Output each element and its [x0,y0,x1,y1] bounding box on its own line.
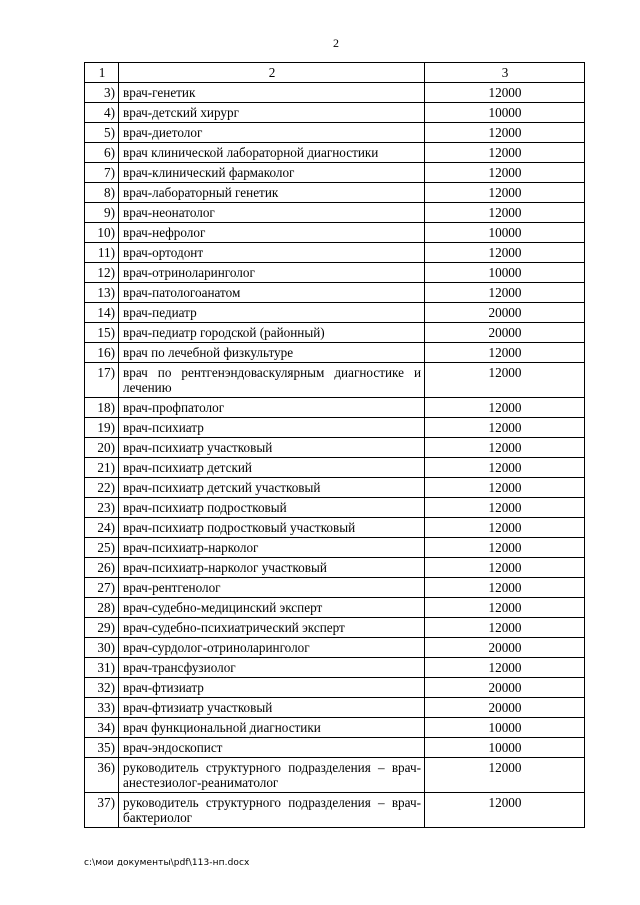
row-number: 15) [85,323,119,343]
table-row [85,343,585,363]
table-row [85,263,585,283]
specialty-name: врач-судебно-психиатрический эксперт [119,618,425,638]
row-number: 5) [85,123,119,143]
row-number: 25) [85,538,119,558]
specialty-name: врач-клинический фармаколог [119,163,425,183]
payment-amount: 20000 [425,323,585,343]
header-cell-2: 2 [119,63,425,83]
payment-amount: 12000 [425,123,585,143]
row-number: 26) [85,558,119,578]
row-number: 27) [85,578,119,598]
specialty-name: врач-психиатр участковый [119,438,425,458]
row-number: 20) [85,438,119,458]
payment-amount: 20000 [425,698,585,718]
payment-amount: 12000 [425,183,585,203]
payment-amount: 12000 [425,343,585,363]
specialty-name: врач по лечебной физкультуре [119,343,425,363]
table-row [85,123,585,143]
specialty-name: руководитель структурного подразделения – врач-бактериолог [119,793,425,828]
payment-amount: 12000 [425,203,585,223]
specialty-name: врач-диетолог [119,123,425,143]
table-row [85,478,585,498]
specialty-name: врач-сурдолог-отриноларинголог [119,638,425,658]
specialty-name: врач-психиатр-нарколог участковый [119,558,425,578]
payment-amount: 12000 [425,83,585,103]
table-row [85,658,585,678]
payment-amount: 10000 [425,223,585,243]
row-number: 19) [85,418,119,438]
payment-amount: 12000 [425,558,585,578]
table-row [85,163,585,183]
specialty-name: врач-нефролог [119,223,425,243]
payment-amount: 12000 [425,458,585,478]
table-row [85,398,585,418]
table-row [85,718,585,738]
row-number: 6) [85,143,119,163]
row-number: 33) [85,698,119,718]
table-row [85,618,585,638]
table-row [85,538,585,558]
payment-amount: 12000 [425,618,585,638]
specialty-name: врач-трансфузиолог [119,658,425,678]
specialty-name: врач-профпатолог [119,398,425,418]
table-header-row [85,63,585,83]
table-row [85,458,585,478]
row-number: 7) [85,163,119,183]
payment-amount: 12000 [425,793,585,828]
payment-amount: 12000 [425,498,585,518]
table-row [85,283,585,303]
table-row [85,223,585,243]
row-number: 16) [85,343,119,363]
payment-amount: 10000 [425,103,585,123]
table-row [85,698,585,718]
payment-amount: 20000 [425,678,585,698]
header-cell-1: 1 [85,63,119,83]
specialty-name: врач-педиатр городской (районный) [119,323,425,343]
table-row [85,183,585,203]
specialty-name: врач-фтизиатр участковый [119,698,425,718]
table-row [85,103,585,123]
header-cell-3: 3 [425,63,585,83]
row-number: 3) [85,83,119,103]
payment-amount: 10000 [425,263,585,283]
row-number: 23) [85,498,119,518]
payment-amount: 12000 [425,398,585,418]
table-row [85,793,585,828]
specialty-name: врач-психиатр детский участковый [119,478,425,498]
specialty-name: врач по рентгенэндоваскулярным диагностике и лечению [119,363,425,398]
specialty-name: врач-психиатр подростковый участковый [119,518,425,538]
specialty-name: врач-психиатр детский [119,458,425,478]
table-row [85,558,585,578]
payment-amount: 20000 [425,303,585,323]
row-number: 34) [85,718,119,738]
row-number: 9) [85,203,119,223]
payment-amount: 12000 [425,163,585,183]
specialty-name: врач-патологоанатом [119,283,425,303]
table-row [85,363,585,398]
table-row [85,578,585,598]
row-number: 13) [85,283,119,303]
table-body [85,63,585,828]
specialty-name: врач-психиатр-нарколог [119,538,425,558]
row-number: 35) [85,738,119,758]
row-number: 11) [85,243,119,263]
payment-amount: 12000 [425,283,585,303]
table-row [85,243,585,263]
payment-amount: 12000 [425,478,585,498]
row-number: 18) [85,398,119,418]
row-number: 28) [85,598,119,618]
row-number: 24) [85,518,119,538]
row-number: 4) [85,103,119,123]
row-number: 29) [85,618,119,638]
table-row [85,143,585,163]
specialties-table [84,62,585,828]
row-number: 17) [85,363,119,398]
table-row [85,758,585,793]
specialty-name: врач-педиатр [119,303,425,323]
payment-amount: 12000 [425,363,585,398]
row-number: 14) [85,303,119,323]
row-number: 36) [85,758,119,793]
payment-amount: 12000 [425,658,585,678]
specialty-name: врач функциональной диагностики [119,718,425,738]
row-number: 10) [85,223,119,243]
payment-amount: 20000 [425,638,585,658]
table-row [85,418,585,438]
row-number: 31) [85,658,119,678]
payment-amount: 10000 [425,718,585,738]
specialty-name: врач-психиатр [119,418,425,438]
payment-amount: 12000 [425,143,585,163]
specialty-name: врач-психиатр подростковый [119,498,425,518]
table-row [85,518,585,538]
specialty-name: врач клинической лабораторной диагностики [119,143,425,163]
table-row [85,638,585,658]
row-number: 12) [85,263,119,283]
row-number: 37) [85,793,119,828]
table-row [85,678,585,698]
specialty-name: врач-фтизиатр [119,678,425,698]
row-number: 30) [85,638,119,658]
specialty-name: врач-лабораторный генетик [119,183,425,203]
specialty-name: врач-детский хирург [119,103,425,123]
specialty-name: врач-эндоскопист [119,738,425,758]
specialty-name: врач-генетик [119,83,425,103]
page-number: 2 [333,36,339,50]
table-row [85,303,585,323]
specialty-name: врач-отриноларинголог [119,263,425,283]
specialty-name: врач-рентгенолог [119,578,425,598]
table-row [85,203,585,223]
payment-amount: 12000 [425,538,585,558]
table-row [85,498,585,518]
specialty-name: врач-ортодонт [119,243,425,263]
payment-amount: 12000 [425,758,585,793]
payment-amount: 12000 [425,598,585,618]
payment-amount: 12000 [425,438,585,458]
row-number: 32) [85,678,119,698]
specialty-name: врач-неонатолог [119,203,425,223]
specialty-name: руководитель структурного подразделения – врач-анестезиолог-реаниматолог [119,758,425,793]
payment-amount: 12000 [425,578,585,598]
table-row [85,323,585,343]
table-row [85,738,585,758]
table-row [85,598,585,618]
row-number: 21) [85,458,119,478]
table-row [85,438,585,458]
row-number: 8) [85,183,119,203]
payment-amount: 12000 [425,243,585,263]
payment-amount: 10000 [425,738,585,758]
table-row [85,83,585,103]
row-number: 22) [85,478,119,498]
payment-amount: 12000 [425,418,585,438]
file-path-footer: c:\мои документы\pdf\113-нп.docx [84,858,250,868]
payment-amount: 12000 [425,518,585,538]
specialty-name: врач-судебно-медицинский эксперт [119,598,425,618]
